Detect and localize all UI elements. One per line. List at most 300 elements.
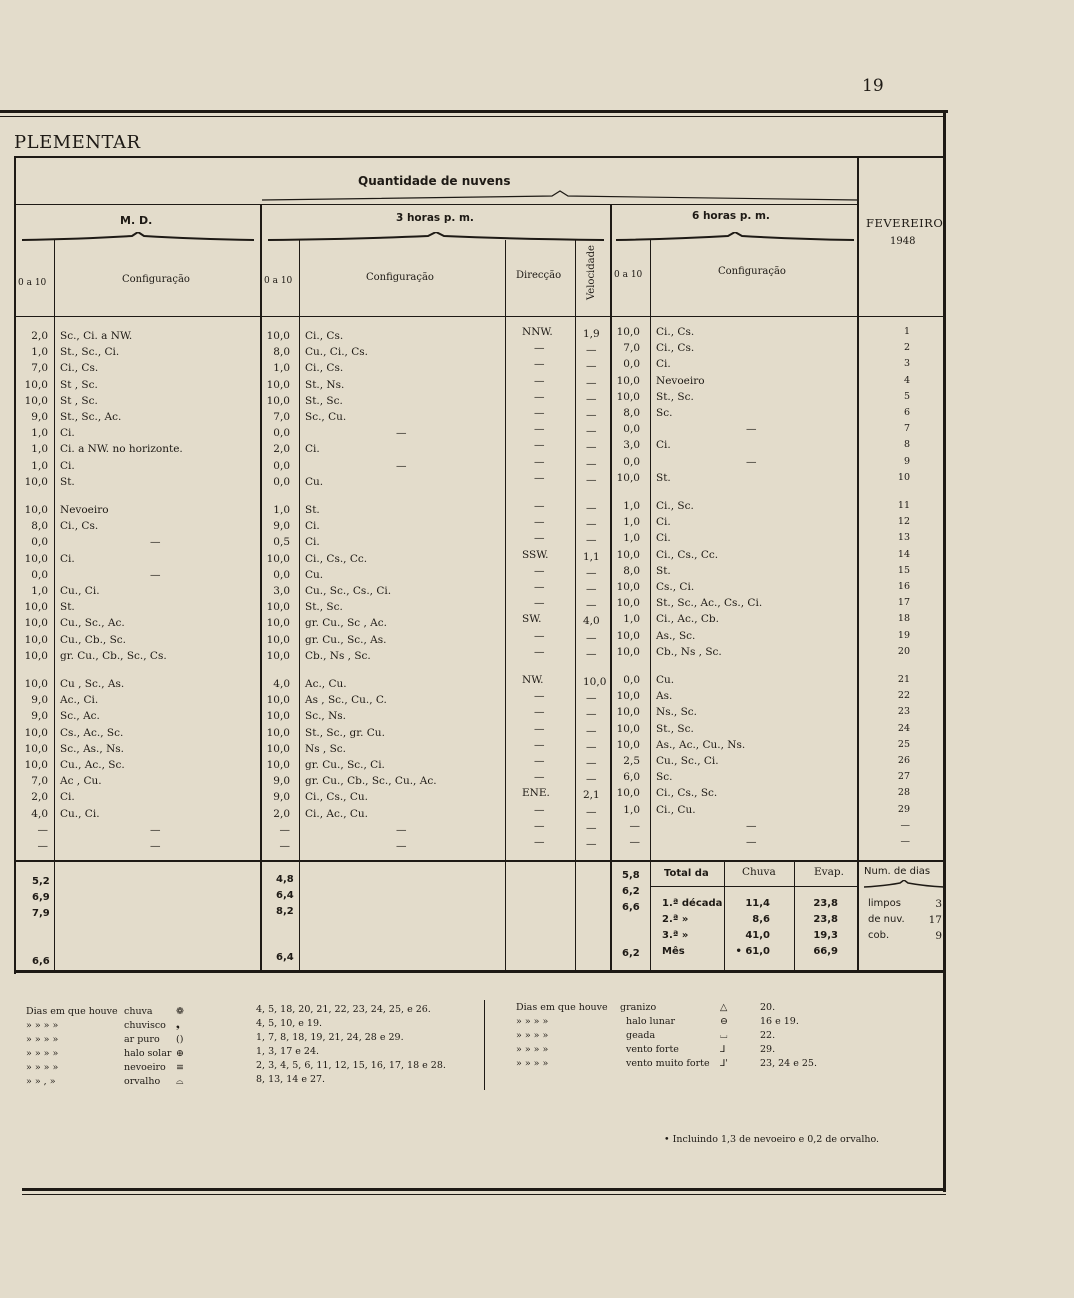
day-number: 18 <box>897 613 910 625</box>
h3-direction: — <box>534 532 545 545</box>
left-frame <box>14 156 16 974</box>
md-config: Ci. <box>60 427 75 440</box>
md-value: 9,0 <box>31 411 48 423</box>
footer-left-prefix: » » , » <box>26 1076 56 1087</box>
days-count: 17 <box>928 914 942 926</box>
day-number: 20 <box>897 645 910 657</box>
h6-value: 10,0 <box>616 738 640 751</box>
brace-md <box>22 232 254 244</box>
col-line-7 <box>650 240 651 970</box>
h6-value: 10,0 <box>616 597 640 610</box>
h3-velocity: — <box>586 518 597 531</box>
h3-config: Ci., Cs. <box>305 330 344 342</box>
h3-config: Sc., Ns. <box>305 710 347 723</box>
h3-value: 0,0 <box>273 475 290 488</box>
day-number: 3 <box>903 358 910 370</box>
md-value: 10,0 <box>24 726 48 739</box>
md-config: — <box>150 823 161 836</box>
md-value: 10,0 <box>24 649 48 662</box>
footer-left-symbol-icon: ⌓ <box>176 1076 184 1087</box>
h3-velocity: — <box>586 821 597 834</box>
summary-line-b <box>794 862 795 970</box>
md-config: Cu., Ci. <box>60 807 100 820</box>
h3-direction: — <box>534 722 545 735</box>
md-average: 5,2 <box>32 876 50 887</box>
h3-config: — <box>396 840 407 852</box>
h6-value: 0,0 <box>623 674 640 686</box>
h6-config: Ci., Cu. <box>656 803 696 816</box>
h3-direction: SW. <box>522 613 542 626</box>
footer-left-days: 8, 13, 14 e 27. <box>256 1074 326 1085</box>
h3-direction: — <box>534 755 545 767</box>
h3-value: 10,0 <box>266 617 290 630</box>
h6-value: 10,0 <box>616 690 640 703</box>
h6-config: Nevoeiro <box>656 374 705 387</box>
h3-direction: — <box>534 771 545 784</box>
h3-config: gr. Cu., Cb., Sc., Cu., Ac. <box>305 775 437 788</box>
h3-config: St., Sc., gr. Cu. <box>305 726 385 739</box>
md-value: 2,0 <box>31 330 48 342</box>
md-config: Sc., As., Ns. <box>60 742 124 755</box>
period-label: 3.ª » <box>662 930 689 941</box>
h6-average: 6,6 <box>622 902 640 913</box>
days-label: Num. de dias <box>864 866 931 877</box>
day-number: 6 <box>903 407 910 418</box>
h3-velocity: — <box>586 409 597 421</box>
day-number: 21 <box>897 674 910 685</box>
md-config: St , Sc. <box>60 378 98 391</box>
header-year: 1948 <box>890 236 916 247</box>
md-value: 7,0 <box>31 775 48 788</box>
h3-config: St., Sc. <box>305 601 343 614</box>
md-config: Cu., Sc., Ac. <box>60 617 125 630</box>
day-number: 8 <box>903 439 910 451</box>
day-number: 23 <box>897 706 910 718</box>
h3-config: Ac., Cu. <box>305 678 347 690</box>
h3-value: 9,0 <box>273 775 290 788</box>
footer-right-label: granizo <box>620 1002 657 1013</box>
md-value: 10,0 <box>24 552 48 565</box>
day-number: 19 <box>897 629 910 641</box>
md-value: 1,0 <box>31 443 48 456</box>
md-value: 10,0 <box>24 378 48 391</box>
h6-value: 1,0 <box>623 532 640 545</box>
footer-left-label: orvalho <box>124 1076 161 1087</box>
h3-direction: — <box>534 803 545 816</box>
md-value: — <box>37 823 48 836</box>
md-config: St. <box>60 475 75 488</box>
h3-direction: — <box>534 390 545 403</box>
h3-value: 3,0 <box>273 585 290 597</box>
header-direction: Direcção <box>516 270 562 281</box>
h6-config: St., Sc. <box>656 722 694 735</box>
day-number: 25 <box>897 738 910 750</box>
h6-config: — <box>746 819 757 832</box>
h3-config: Ci. <box>305 443 320 456</box>
md-value: 0,0 <box>31 568 48 581</box>
header-velocity: Velocidade <box>586 245 597 300</box>
h6-config: St., Sc., Ac., Cs., Ci. <box>656 597 763 610</box>
h6-value: 3,0 <box>623 439 640 452</box>
day-number: 2 <box>903 342 910 354</box>
evap-value: 66,9 <box>813 946 838 957</box>
footer-divider <box>484 1000 485 1090</box>
md-config: St., Sc., Ci. <box>60 346 120 359</box>
days-type: cob. <box>868 930 890 941</box>
h3-direction: — <box>534 645 545 658</box>
h6-config: Ci. <box>656 358 671 371</box>
header-md: M. D. <box>120 214 153 227</box>
h3-direction: — <box>534 690 545 703</box>
md-value: 1,0 <box>31 427 48 440</box>
h3-config: Ci., Cs., Cu. <box>305 791 368 804</box>
h3-direction: — <box>534 439 545 452</box>
md-config: St , Sc. <box>60 394 98 407</box>
day-number: 27 <box>897 771 910 783</box>
header-main: Quantidade de nuvens <box>358 174 511 188</box>
h3-value: 10,0 <box>266 378 290 391</box>
h3-direction: NNW. <box>522 326 553 338</box>
h3-value: 10,0 <box>266 330 290 342</box>
md-value: 10,0 <box>24 504 48 516</box>
md-average: 6,9 <box>32 892 50 903</box>
h3-value: 9,0 <box>273 791 290 804</box>
md-value: 10,0 <box>24 759 48 771</box>
h3-velocity: — <box>586 502 597 514</box>
md-value: — <box>37 840 48 852</box>
h3-config: gr. Cu., Sc., Ci. <box>305 759 385 771</box>
h6-config: Ci., Ac., Cb. <box>656 613 719 626</box>
md-average: 7,9 <box>32 908 50 919</box>
h3-direction: — <box>534 471 545 484</box>
summary-line-a <box>724 862 725 970</box>
footer-right-prefix: » » » » <box>516 1030 549 1041</box>
header-config-6h: Configuração <box>718 266 786 277</box>
h3-velocity: — <box>586 692 597 705</box>
h6-config: Cu. <box>656 674 675 686</box>
h3-config: Ci., Cs., Cc. <box>305 552 368 565</box>
h6-config: St. <box>656 564 671 577</box>
h3-config: St., Sc. <box>305 394 343 407</box>
summary-header-rule <box>651 886 857 887</box>
h3-velocity: — <box>586 360 597 373</box>
chuva-value: • 61,0 <box>735 946 770 957</box>
md-config: Ci., Cs. <box>60 520 99 533</box>
footer-right-days: 20. <box>760 1002 776 1013</box>
h3-velocity: — <box>586 344 597 357</box>
h3-config: Cu. <box>305 475 324 488</box>
md-value: 10,0 <box>24 394 48 407</box>
h3-value: 2,0 <box>273 443 290 456</box>
footer-right-prefix: » » » » <box>516 1044 549 1055</box>
day-number: 11 <box>897 500 910 511</box>
h6-value: 10,0 <box>616 548 640 561</box>
page-title: PLEMENTAR <box>14 132 141 153</box>
h3-direction: — <box>534 564 545 577</box>
period-label: 2.ª » <box>662 914 689 925</box>
footer-right-days: 23, 24 e 25. <box>760 1058 817 1069</box>
footer-right-symbol-icon: ⅃ <box>720 1044 726 1055</box>
h3-velocity: 1,1 <box>583 550 600 563</box>
h3-config: Ns , Sc. <box>305 742 347 755</box>
md-value: 10,0 <box>24 475 48 488</box>
md-value: 1,0 <box>31 346 48 359</box>
h6-config: — <box>746 423 757 436</box>
h3-direction: — <box>534 342 545 355</box>
header-month: FEVEREIRO <box>866 216 944 230</box>
h3-direction: — <box>534 423 545 436</box>
footnote: • Incluindo 1,3 de nevoeiro e 0,2 de orvalho. <box>664 1134 880 1145</box>
h6-value: 8,0 <box>623 407 640 419</box>
h6-config: Ci., Cs., Cc. <box>656 548 719 561</box>
footer-left-days: 4, 5, 18, 20, 21, 22, 23, 24, 25, e 26. <box>256 1004 431 1015</box>
total-label: Total da <box>664 868 709 879</box>
table-bottom-rule <box>14 970 944 973</box>
h3-config: Cb., Ns , Sc. <box>305 649 371 662</box>
h3-value: 10,0 <box>266 726 290 739</box>
top-rule-thin <box>0 116 944 117</box>
h3-value: 0,5 <box>273 536 290 549</box>
period-label: 1.ª década <box>662 898 723 909</box>
brace-3h <box>268 232 604 244</box>
md-config: Ci. a NW. no horizonte. <box>60 443 183 456</box>
h3-config: St., Ns. <box>305 378 345 391</box>
footer-right-label: halo lunar <box>626 1016 676 1027</box>
evap-value: 19,3 <box>813 930 838 941</box>
h3-value: 9,0 <box>273 520 290 533</box>
footer-left-prefix: Dias em que houve <box>26 1006 118 1017</box>
h6-value: 7,0 <box>623 342 640 355</box>
md-config: Cu , Sc., As. <box>60 678 125 690</box>
h6-value: 10,0 <box>616 629 640 642</box>
h3-velocity: 2,1 <box>583 789 600 802</box>
footer-right-label: geada <box>626 1030 656 1041</box>
h3-velocity: — <box>586 708 597 721</box>
header-scale-3h: 0 a 10 <box>264 276 293 286</box>
h3-velocity: 10,0 <box>583 676 607 688</box>
day-number: 17 <box>897 597 910 609</box>
days-type: de nuv. <box>868 914 905 925</box>
chuva-value: 11,4 <box>745 898 770 909</box>
h3-value: 10,0 <box>266 694 290 707</box>
day-number: 15 <box>897 564 910 576</box>
brace-6h <box>616 232 854 244</box>
h3-velocity: — <box>586 566 597 579</box>
h3-value: — <box>279 840 290 852</box>
day-number: 12 <box>897 516 910 528</box>
h6-value: 10,0 <box>616 390 640 403</box>
md-config: St., Sc., Ac. <box>60 411 122 423</box>
h6-config: Ci. <box>656 439 671 452</box>
md-config: Ci. <box>60 459 75 472</box>
h3-direction: SSW. <box>522 548 549 561</box>
md-config: Nevoeiro <box>60 504 109 516</box>
h3-velocity: — <box>586 647 597 660</box>
h3-value: 0,0 <box>273 427 290 440</box>
md-config: — <box>150 536 161 549</box>
h3-value: 10,0 <box>266 394 290 407</box>
brace-days <box>864 880 944 890</box>
h3-velocity: — <box>586 599 597 612</box>
h3-velocity: — <box>586 838 597 850</box>
h3-direction: ENE. <box>522 787 550 800</box>
footer-right-prefix: Dias em que houve <box>516 1002 608 1013</box>
footer-right-symbol-icon: ⊖ <box>720 1016 728 1027</box>
footer-left-label: halo solar <box>124 1048 172 1059</box>
h3-value: 0,0 <box>273 568 290 581</box>
footer-left-symbol-icon: ❁ <box>176 1006 184 1017</box>
col-line-4 <box>505 240 506 970</box>
footer-left-label: ar puro <box>124 1034 160 1045</box>
h6-value: 10,0 <box>616 722 640 735</box>
h3-config: As , Sc., Cu., C. <box>305 694 387 707</box>
h3-direction: — <box>534 629 545 642</box>
h3-velocity: — <box>586 773 597 786</box>
md-config: Sc., Ac. <box>60 710 100 723</box>
day-number: — <box>900 819 910 831</box>
h6-config: Ci. <box>656 516 671 529</box>
h3-value: 10,0 <box>266 601 290 614</box>
h3-value: 4,0 <box>273 678 290 690</box>
h3-value: 10,0 <box>266 649 290 662</box>
md-config: St. <box>60 601 75 614</box>
md-config: gr. Cu., Cb., Sc., Cs. <box>60 649 167 662</box>
day-number: 22 <box>897 690 910 702</box>
table-top-rule <box>14 156 944 158</box>
h6-config: Ci., Cs. <box>656 342 695 355</box>
h3-config: St. <box>305 504 320 516</box>
bottom-rule-2 <box>22 1194 946 1195</box>
h6-config: Sc. <box>656 407 673 419</box>
md-value: 7,0 <box>31 362 48 375</box>
h3-average: 8,2 <box>276 906 294 917</box>
page-number: 19 <box>862 76 884 96</box>
md-config: Ac , Cu. <box>60 775 102 788</box>
h6-config: Cu., Sc., Ci. <box>656 755 719 767</box>
evap-value: 23,8 <box>813 914 838 925</box>
brace-main <box>262 190 858 206</box>
h3-direction: — <box>534 374 545 387</box>
h3-config: Sc., Cu. <box>305 411 347 423</box>
h3-average: 6,4 <box>276 952 294 963</box>
h3-config: Cu. <box>305 568 324 581</box>
h6-value: 2,5 <box>623 755 640 767</box>
h3-velocity: — <box>586 425 597 438</box>
h6-config: Ci., Cs., Sc. <box>656 787 718 800</box>
header-config-3h: Configuração <box>366 272 434 283</box>
h3-velocity: — <box>586 392 597 405</box>
footer-left-prefix: » » » » <box>26 1034 59 1045</box>
h3-config: Ci., Ac., Cu. <box>305 807 369 820</box>
day-number: 10 <box>897 471 910 483</box>
h6-value: 1,0 <box>623 500 640 512</box>
h3-value: 0,0 <box>273 459 290 472</box>
header-scale-6h: 0 a 10 <box>614 270 643 280</box>
chuva-value: 41,0 <box>745 930 770 941</box>
evap-label: Evap. <box>814 866 844 878</box>
evap-value: 23,8 <box>813 898 838 909</box>
bottom-rule-1 <box>22 1188 946 1191</box>
h3-direction: — <box>534 738 545 751</box>
h3-direction: — <box>534 500 545 512</box>
footer-left-symbol-icon: () <box>176 1034 184 1045</box>
h6-value: 10,0 <box>616 374 640 387</box>
h6-average: 5,8 <box>622 870 640 881</box>
h6-value: — <box>629 819 640 832</box>
h3-velocity: — <box>586 376 597 389</box>
h3-value: 1,0 <box>273 362 290 375</box>
day-number: 29 <box>897 803 910 815</box>
h3-velocity: — <box>586 457 597 470</box>
md-value: 1,0 <box>31 459 48 472</box>
day-number: 24 <box>897 722 910 734</box>
days-type: limpos <box>868 898 901 909</box>
h3-config: Ci. <box>305 520 320 533</box>
md-config: Ci., Cs. <box>60 362 99 375</box>
header-config-md: Configuração <box>122 274 190 285</box>
footer-right-days: 22. <box>760 1030 776 1041</box>
footer-left-days: 1, 7, 8, 18, 19, 21, 24, 28 e 29. <box>256 1032 404 1043</box>
h3-direction: — <box>534 836 545 848</box>
h3-value: — <box>279 823 290 836</box>
md-value: 10,0 <box>24 601 48 614</box>
day-number: 4 <box>903 374 910 386</box>
h3-value: 8,0 <box>273 346 290 359</box>
period-label: Mês <box>662 946 685 957</box>
h3-config: gr. Cu., Sc., As. <box>305 633 387 646</box>
h6-value: 10,0 <box>616 645 640 658</box>
h3-direction: NW. <box>522 674 544 686</box>
md-config: Cu., Cb., Sc. <box>60 633 126 646</box>
md-value: 8,0 <box>31 520 48 533</box>
h6-value: 6,0 <box>623 771 640 784</box>
h3-velocity: — <box>586 473 597 486</box>
h3-direction: — <box>534 516 545 529</box>
footer-right-symbol-icon: ⅃' <box>720 1058 728 1069</box>
h3-value: 2,0 <box>273 807 290 820</box>
h3-config: — <box>396 459 407 472</box>
h3-direction: — <box>534 581 545 593</box>
footer-right-prefix: » » » » <box>516 1016 549 1027</box>
right-frame <box>943 112 946 1192</box>
footer-left-prefix: » » » » <box>26 1020 59 1031</box>
h6-value: 10,0 <box>616 706 640 719</box>
footer-left-symbol-icon: ❟ <box>176 1020 180 1031</box>
days-count: 9 <box>935 930 942 942</box>
h3-config: — <box>396 427 407 440</box>
h3-velocity: — <box>586 805 597 818</box>
top-rule <box>0 110 948 113</box>
h3-config: — <box>396 823 407 836</box>
footer-right-label: vento muito forte <box>626 1058 710 1069</box>
h6-config: St. <box>656 471 671 484</box>
md-value: 9,0 <box>31 710 48 723</box>
h6-config: — <box>746 455 757 468</box>
h6-config: As., Ac., Cu., Ns. <box>656 738 746 751</box>
footer-left-prefix: » » » » <box>26 1062 59 1073</box>
h3-velocity: — <box>586 441 597 454</box>
h3-value: 10,0 <box>266 633 290 646</box>
md-config: Ci. <box>60 552 75 565</box>
h6-config: Ns., Sc. <box>656 706 698 719</box>
md-config: Cu., Ci. <box>60 585 100 597</box>
h3-config: Ci. <box>305 536 320 549</box>
h6-value: — <box>629 836 640 848</box>
md-value: 10,0 <box>24 742 48 755</box>
h3-value: 1,0 <box>273 504 290 516</box>
h6-average: 6,2 <box>622 948 640 959</box>
day-number: 28 <box>897 787 910 799</box>
